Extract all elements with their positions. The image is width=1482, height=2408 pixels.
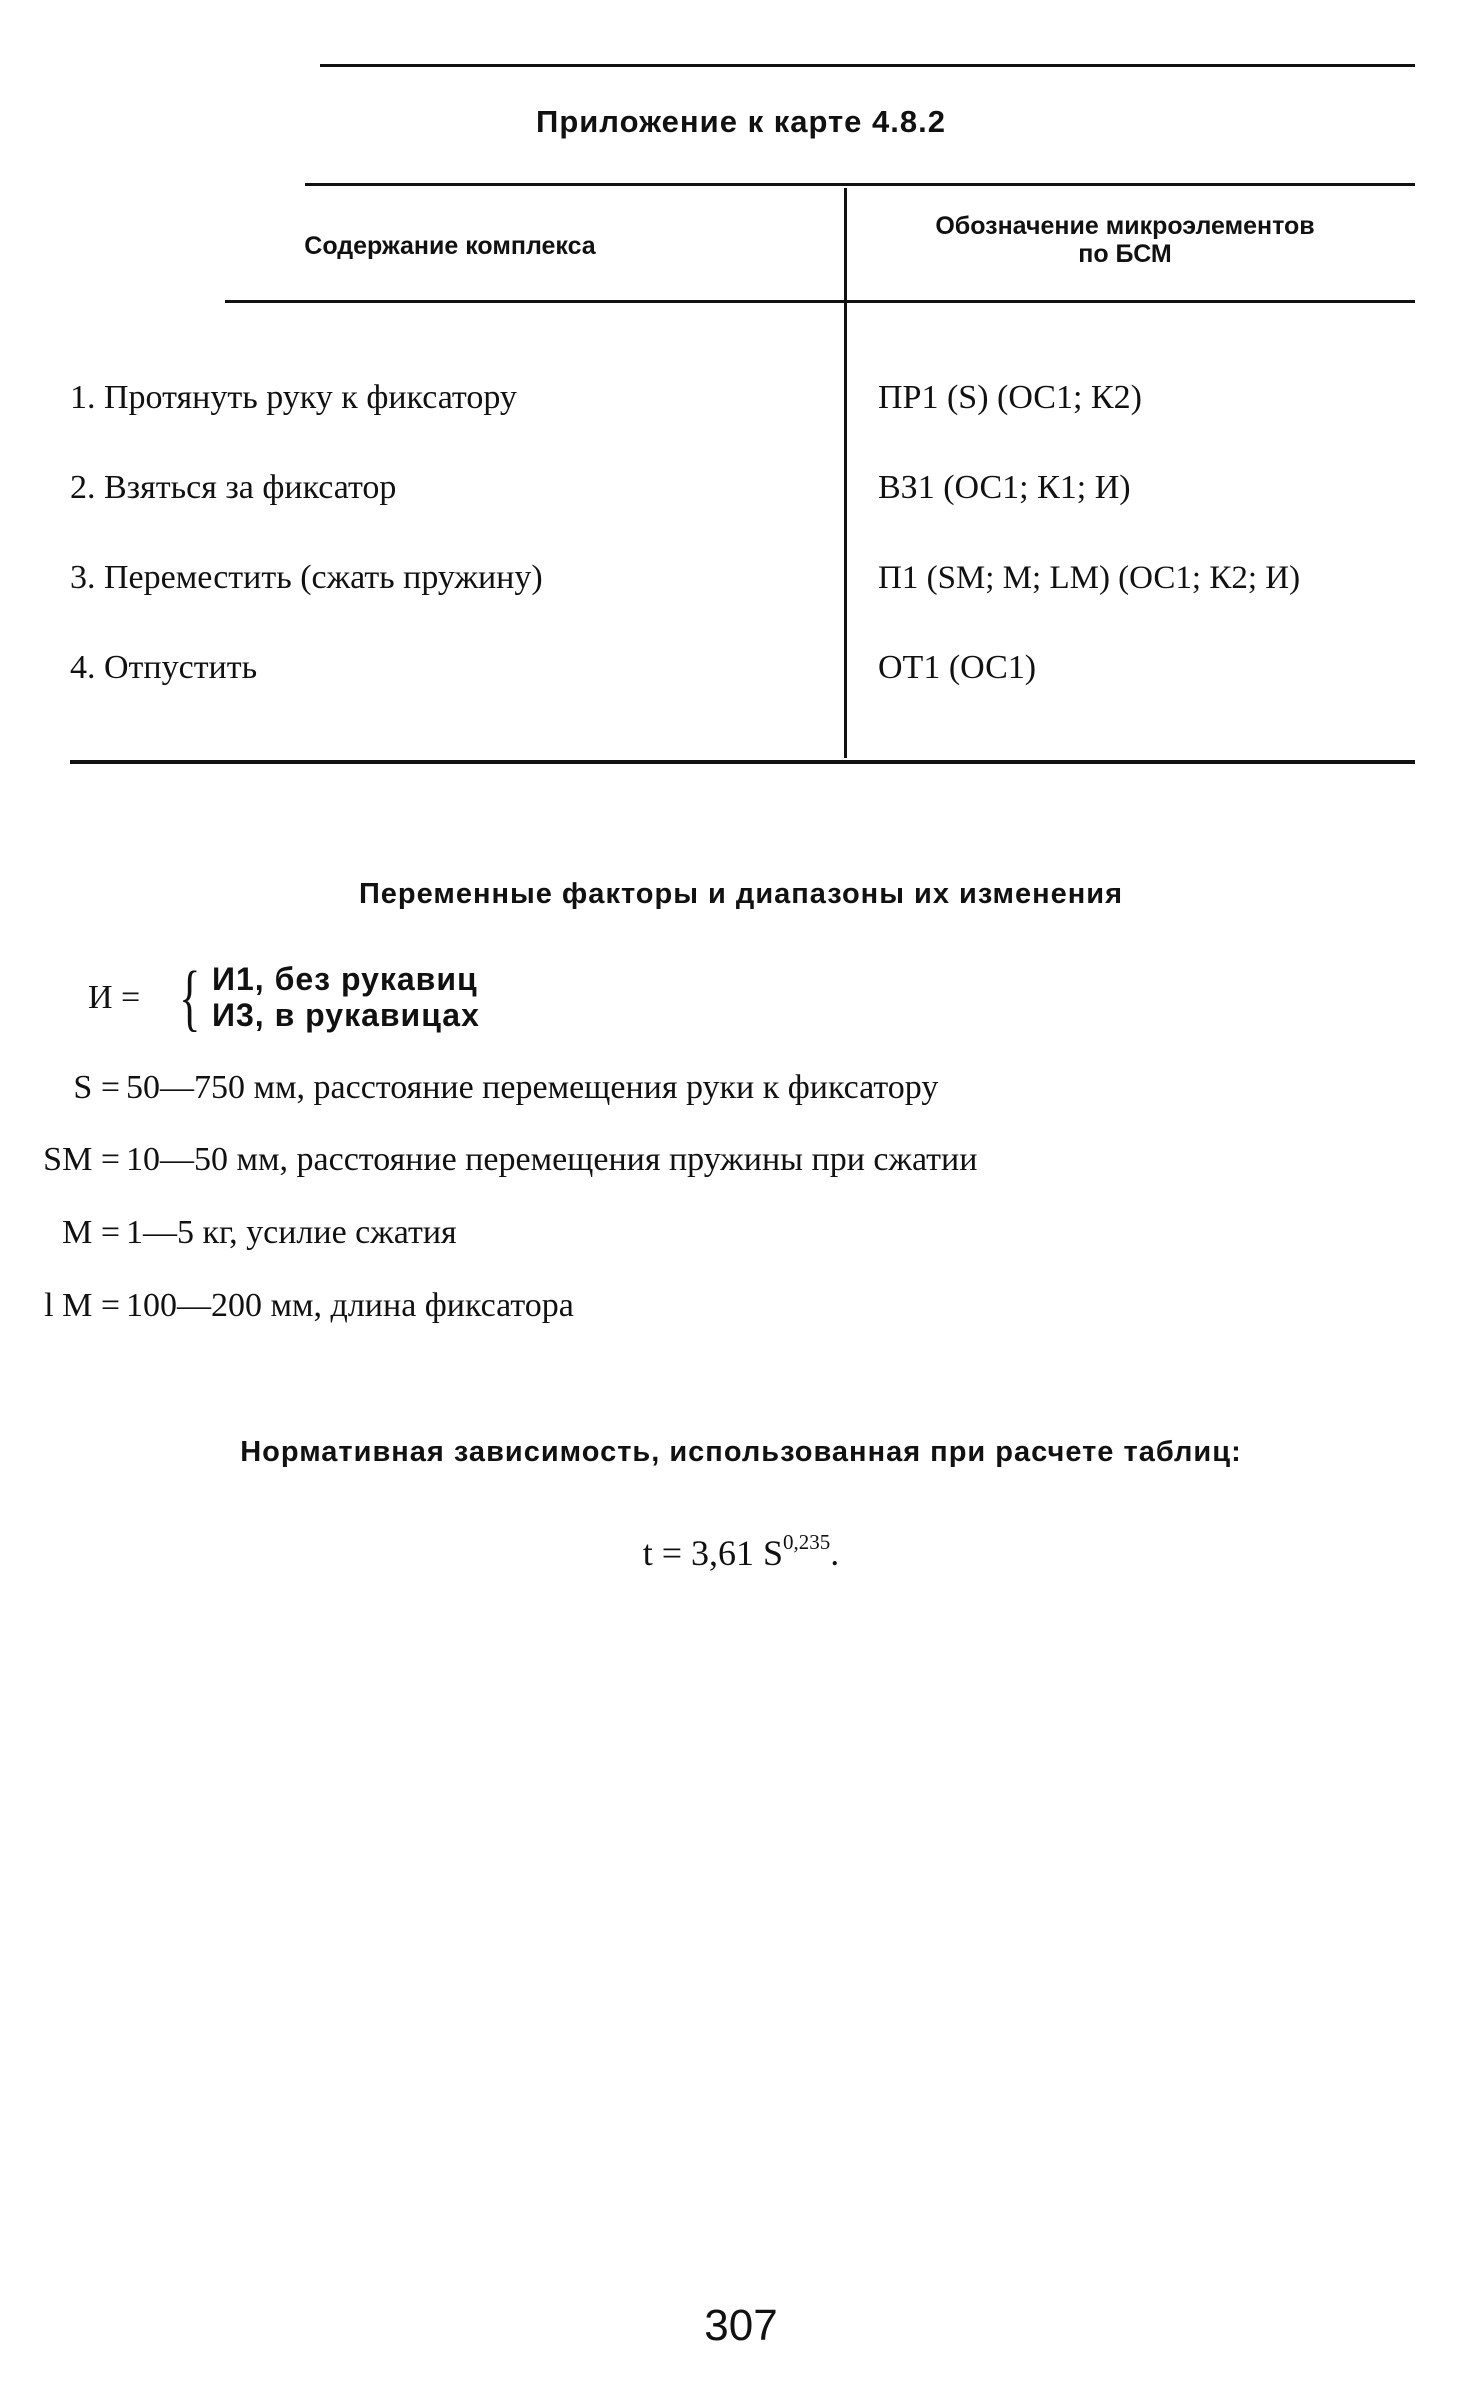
col-header-code-line1: Обозначение микроэлементов [935, 212, 1315, 240]
table-row-code: П1 (SM; M; LM) (ОС1; К2; И) [878, 560, 1301, 596]
table-row-content: 2. Взяться за фиксатор [70, 469, 397, 506]
table-bottom-rule [70, 760, 1415, 764]
variable-I-lhs: И = [88, 979, 141, 1016]
brace-symbol: { [179, 957, 201, 1039]
variable-line [10, 1140, 977, 1180]
elements-table [0, 0, 1482, 780]
variable-symbol: S = [73, 1069, 120, 1106]
variable-description: 1—5 кг, усилие сжатия [126, 1214, 457, 1251]
column-divider [844, 188, 847, 758]
variables-title: Переменные факторы и диапазоны их изменения [358, 878, 1124, 910]
appendix-title: Приложение к карте 4.8.2 [536, 104, 946, 139]
variable-description: 10—50 мм, расстояние перемещения пружины при сжатии [126, 1141, 978, 1178]
variable-I-option1: И1, без рукавиц [212, 961, 478, 997]
variable-I-option2: И3, в рукавицах [212, 997, 480, 1033]
variable-line [10, 1213, 457, 1253]
formula [0, 1520, 1482, 1575]
variable-I [80, 957, 780, 1040]
table-row-content: 4. Отпустить [70, 649, 258, 686]
variable-symbol: l M = [44, 1287, 120, 1324]
variable-symbol: SM = [43, 1141, 120, 1178]
variable-description: 50—750 мм, расстояние перемещения руки к фиксатору [126, 1069, 939, 1106]
variable-symbol: M = [62, 1214, 120, 1251]
col-header-content: Содержание комплекса [304, 232, 596, 260]
formula-exponent: 0,235 [783, 1530, 831, 1554]
header-bottom-rule [225, 300, 1415, 303]
col-header-code-line2: по БСМ [1078, 240, 1172, 268]
variable-line [10, 1286, 574, 1326]
table-row-content: 3. Переместить (сжать пружину) [70, 559, 543, 596]
variable-line [10, 1068, 938, 1108]
table-row-content: 1. Протянуть руку к фиксатору [70, 379, 517, 416]
table-top-rule [305, 183, 1415, 186]
variable-description: 100—200 мм, длина фиксатора [126, 1287, 574, 1324]
page-number: 307 [704, 2301, 778, 2350]
normative-title: Нормативная зависимость, использованная при расчете таблиц: [240, 1436, 1242, 1468]
formula-end: . [830, 1533, 840, 1573]
formula-base: t = 3,61 S [642, 1533, 784, 1573]
table-row-code: ОТ1 (ОС1) [878, 649, 1037, 686]
table-row-code: ВЗ1 (ОС1; К1; И) [878, 469, 1131, 506]
table-row-code: ПР1 (S) (ОС1; К2) [878, 379, 1142, 416]
